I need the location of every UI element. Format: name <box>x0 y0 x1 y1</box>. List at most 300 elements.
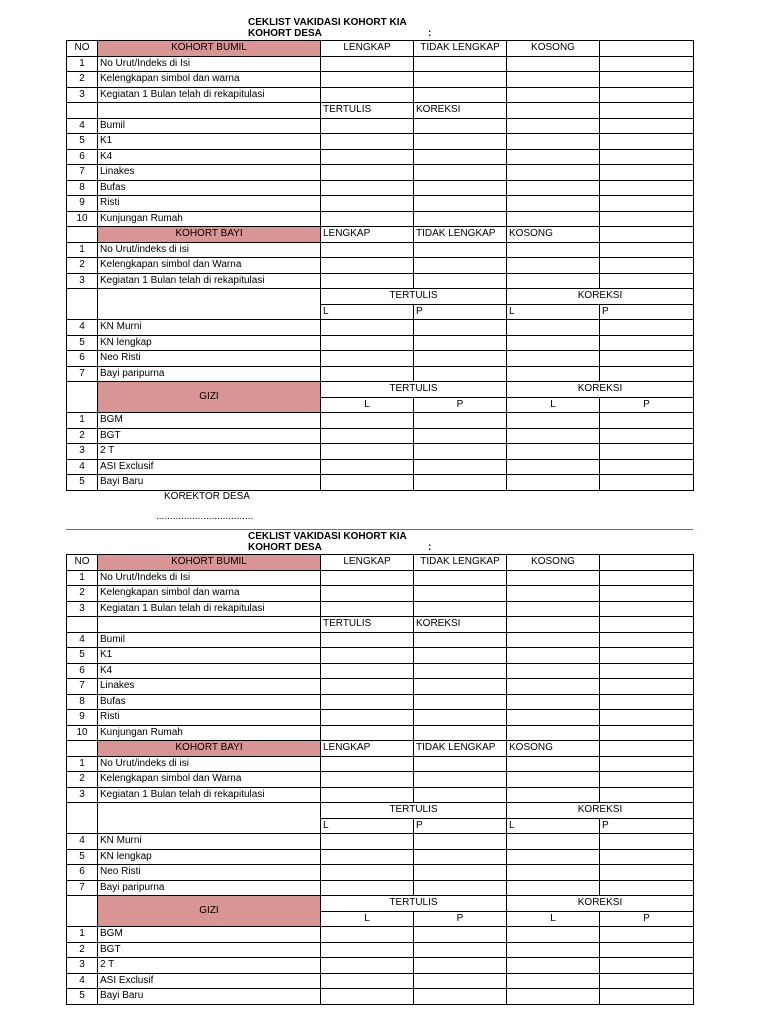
table-row <box>67 475 694 491</box>
subtitle-colon: : <box>428 542 432 553</box>
col-header-tidak-lengkap: TIDAK LENGKAP <box>414 555 507 571</box>
empty-cell <box>507 694 600 710</box>
empty-cell <box>321 648 414 664</box>
empty-cell <box>600 134 694 150</box>
empty-cell <box>507 679 600 695</box>
item-label: BGT <box>98 942 321 958</box>
empty-cell <box>507 72 600 88</box>
subheader-l: L <box>507 818 600 834</box>
signature-line: ................................... <box>156 510 254 522</box>
empty-cell <box>321 413 414 429</box>
empty-cell <box>507 273 600 289</box>
empty-cell <box>321 366 414 382</box>
empty-cell <box>600 475 694 491</box>
empty-cell <box>321 942 414 958</box>
empty-cell <box>414 196 507 212</box>
item-label: Kelengkapan simbol dan Warna <box>98 772 321 788</box>
item-label: BGM <box>98 413 321 429</box>
empty-cell <box>67 741 98 757</box>
item-label: Bufas <box>98 694 321 710</box>
empty-cell <box>414 273 507 289</box>
empty-cell <box>600 351 694 367</box>
empty-cell <box>600 335 694 351</box>
empty-cell <box>414 679 507 695</box>
empty-cell <box>67 382 98 413</box>
col-header-kosong: KOSONG <box>507 555 600 571</box>
subheader-l: L <box>507 911 600 927</box>
col-header-tidak-lengkap: TIDAK LENGKAP <box>414 41 507 57</box>
empty-cell <box>67 289 98 320</box>
item-label: KN Murni <box>98 834 321 850</box>
item-number: 7 <box>67 679 98 695</box>
checklist-table <box>66 554 694 1005</box>
subheader-tertulis: TERTULIS <box>321 896 507 912</box>
table-row <box>67 772 694 788</box>
section-header-kohort-bumil: KOHORT BUMIL <box>98 41 321 57</box>
empty-cell <box>414 335 507 351</box>
empty-cell <box>600 570 694 586</box>
empty-cell <box>600 787 694 803</box>
item-number: 3 <box>67 444 98 460</box>
item-label: Bumil <box>98 118 321 134</box>
empty-cell <box>600 880 694 896</box>
item-number: 5 <box>67 134 98 150</box>
empty-cell <box>414 880 507 896</box>
empty-cell <box>507 942 600 958</box>
subheader-l: L <box>507 304 600 320</box>
subheader-p: P <box>414 911 507 927</box>
table-row <box>67 679 694 695</box>
empty-cell <box>600 320 694 336</box>
item-number: 2 <box>67 586 98 602</box>
empty-cell <box>414 351 507 367</box>
empty-cell <box>600 834 694 850</box>
empty-cell <box>321 320 414 336</box>
table-row <box>67 942 694 958</box>
table-row <box>67 180 694 196</box>
item-label: Neo Risti <box>98 865 321 881</box>
section-header-row <box>67 227 694 243</box>
empty-cell <box>321 632 414 648</box>
empty-cell <box>414 87 507 103</box>
empty-cell <box>321 459 414 475</box>
empty-cell <box>414 663 507 679</box>
table-row <box>67 56 694 72</box>
item-number: 4 <box>67 459 98 475</box>
subheader-tertulis: TERTULIS <box>321 803 507 819</box>
empty-cell <box>414 118 507 134</box>
empty-cell <box>600 118 694 134</box>
table-row <box>67 880 694 896</box>
empty-cell <box>414 601 507 617</box>
item-number: 7 <box>67 165 98 181</box>
empty-cell <box>507 366 600 382</box>
empty-cell <box>507 617 600 633</box>
subheader-p: P <box>414 397 507 413</box>
table-row <box>67 320 694 336</box>
empty-cell <box>507 834 600 850</box>
item-label: Kegiatan 1 Bulan telah di rekapitulasi <box>98 87 321 103</box>
item-number: 3 <box>67 958 98 974</box>
page-title: CEKLIST VAKIDASI KOHORT KIA <box>248 531 407 542</box>
empty-cell <box>507 180 600 196</box>
empty-cell <box>507 118 600 134</box>
empty-cell <box>507 973 600 989</box>
empty-cell <box>507 586 600 602</box>
empty-cell <box>600 72 694 88</box>
empty-cell <box>600 444 694 460</box>
empty-cell <box>414 989 507 1005</box>
empty-cell <box>600 989 694 1005</box>
empty-cell <box>507 648 600 664</box>
item-number: 1 <box>67 756 98 772</box>
empty-cell <box>321 756 414 772</box>
empty-cell <box>414 428 507 444</box>
empty-cell <box>414 56 507 72</box>
empty-cell <box>321 725 414 741</box>
col-header-lengkap: LENGKAP <box>321 227 414 243</box>
item-number: 3 <box>67 87 98 103</box>
table-row <box>67 242 694 258</box>
empty-cell <box>507 601 600 617</box>
empty-cell <box>507 927 600 943</box>
empty-cell <box>600 56 694 72</box>
empty-cell <box>414 849 507 865</box>
item-label: BGT <box>98 428 321 444</box>
empty-cell <box>414 942 507 958</box>
item-label: K1 <box>98 134 321 150</box>
empty-cell <box>414 787 507 803</box>
empty-cell <box>414 648 507 664</box>
table-row <box>67 273 694 289</box>
table-row <box>67 87 694 103</box>
empty-cell <box>600 165 694 181</box>
subheader-l: L <box>321 911 414 927</box>
empty-cell <box>414 149 507 165</box>
empty-cell <box>507 787 600 803</box>
subheader-tertulis: TERTULIS <box>321 103 414 119</box>
empty-cell <box>600 694 694 710</box>
signature-block <box>66 491 693 521</box>
empty-cell <box>321 118 414 134</box>
empty-cell <box>507 242 600 258</box>
empty-cell <box>600 459 694 475</box>
item-label: Risti <box>98 196 321 212</box>
empty-cell <box>414 413 507 429</box>
subheader-row <box>67 382 694 398</box>
empty-cell <box>321 72 414 88</box>
table-row <box>67 413 694 429</box>
header-row <box>67 41 694 57</box>
item-number: 4 <box>67 973 98 989</box>
subheader-p: P <box>600 911 694 927</box>
empty-cell <box>321 880 414 896</box>
table-row <box>67 849 694 865</box>
item-label: K4 <box>98 663 321 679</box>
table-row <box>67 927 694 943</box>
empty-cell <box>414 180 507 196</box>
table-row <box>67 196 694 212</box>
subheader-row <box>67 103 694 119</box>
col-header-tidak-lengkap: TIDAK LENGKAP <box>414 741 507 757</box>
item-number: 4 <box>67 320 98 336</box>
empty-cell <box>507 444 600 460</box>
item-number: 10 <box>67 211 98 227</box>
empty-cell <box>414 72 507 88</box>
table-row <box>67 428 694 444</box>
item-number: 1 <box>67 927 98 943</box>
item-label: No Urut/indeks di isi <box>98 756 321 772</box>
table-row <box>67 787 694 803</box>
empty-cell <box>600 586 694 602</box>
subheader-p: P <box>600 818 694 834</box>
empty-cell <box>600 149 694 165</box>
empty-cell <box>321 351 414 367</box>
item-number: 3 <box>67 273 98 289</box>
empty-cell <box>414 165 507 181</box>
empty-cell <box>414 475 507 491</box>
table-row <box>67 351 694 367</box>
empty-cell <box>414 632 507 648</box>
empty-cell <box>321 242 414 258</box>
empty-cell <box>321 211 414 227</box>
table-row <box>67 586 694 602</box>
empty-cell <box>321 258 414 274</box>
item-number: 5 <box>67 849 98 865</box>
empty-cell <box>321 570 414 586</box>
item-label: K4 <box>98 149 321 165</box>
empty-cell <box>600 211 694 227</box>
subheader-p: P <box>600 397 694 413</box>
empty-cell <box>507 428 600 444</box>
subheader-p: P <box>414 304 507 320</box>
table-row <box>67 258 694 274</box>
empty-cell <box>414 366 507 382</box>
item-label: Bumil <box>98 632 321 648</box>
item-label: Kelengkapan simbol dan Warna <box>98 258 321 274</box>
page-title: CEKLIST VAKIDASI KOHORT KIA <box>248 17 407 28</box>
empty-cell <box>98 617 321 633</box>
item-label: Bayi paripurna <box>98 366 321 382</box>
item-number: 1 <box>67 570 98 586</box>
empty-cell <box>507 211 600 227</box>
item-number: 1 <box>67 56 98 72</box>
item-label: No Urut/indeks di isi <box>98 242 321 258</box>
empty-cell <box>321 273 414 289</box>
col-header-lengkap: LENGKAP <box>321 741 414 757</box>
empty-cell <box>98 103 321 119</box>
item-label: Bayi Baru <box>98 989 321 1005</box>
empty-cell <box>600 87 694 103</box>
item-number: 2 <box>67 428 98 444</box>
page-subtitle: KOHORT DESA <box>248 28 322 39</box>
subheader-l: L <box>321 818 414 834</box>
empty-cell <box>507 880 600 896</box>
item-label: ASI Exclusif <box>98 459 321 475</box>
item-label: Kegiatan 1 Bulan telah di rekapitulasi <box>98 787 321 803</box>
subheader-l: L <box>321 397 414 413</box>
empty-cell <box>507 165 600 181</box>
subheader-row <box>67 617 694 633</box>
empty-cell <box>600 741 694 757</box>
table-row <box>67 973 694 989</box>
empty-cell <box>600 180 694 196</box>
empty-cell <box>414 865 507 881</box>
empty-cell <box>414 772 507 788</box>
empty-cell <box>67 103 98 119</box>
empty-cell <box>321 444 414 460</box>
empty-cell <box>600 617 694 633</box>
empty-cell <box>600 601 694 617</box>
item-number: 5 <box>67 648 98 664</box>
section-header-kohort-bayi: KOHORT BAYI <box>98 227 321 243</box>
table-row <box>67 710 694 726</box>
item-number: 1 <box>67 242 98 258</box>
item-label: Neo Risti <box>98 351 321 367</box>
empty-cell <box>414 958 507 974</box>
empty-cell <box>414 694 507 710</box>
empty-cell <box>321 196 414 212</box>
empty-cell <box>507 320 600 336</box>
empty-cell <box>600 196 694 212</box>
subheader-koreksi: KOREKSI <box>507 289 694 305</box>
item-number: 8 <box>67 694 98 710</box>
empty-cell <box>414 834 507 850</box>
empty-cell <box>600 725 694 741</box>
empty-cell <box>321 958 414 974</box>
table-row <box>67 335 694 351</box>
empty-cell <box>321 849 414 865</box>
item-number: 6 <box>67 149 98 165</box>
item-label: Bufas <box>98 180 321 196</box>
empty-cell <box>321 180 414 196</box>
empty-cell <box>321 973 414 989</box>
item-number: 2 <box>67 942 98 958</box>
empty-cell <box>600 865 694 881</box>
item-number: 4 <box>67 834 98 850</box>
checklist-table <box>66 40 694 491</box>
subheader-koreksi: KOREKSI <box>414 103 507 119</box>
subheader-tertulis: TERTULIS <box>321 382 507 398</box>
empty-cell <box>321 475 414 491</box>
item-number: 1 <box>67 413 98 429</box>
sheet-title-block <box>66 16 693 40</box>
item-label: Kegiatan 1 Bulan telah di rekapitulasi <box>98 273 321 289</box>
empty-cell <box>600 555 694 571</box>
table-row <box>67 211 694 227</box>
section-header-gizi: GIZI <box>98 896 321 927</box>
empty-cell <box>507 149 600 165</box>
item-label: Linakes <box>98 679 321 695</box>
table-row <box>67 632 694 648</box>
empty-cell <box>414 973 507 989</box>
empty-cell <box>507 570 600 586</box>
item-number: 4 <box>67 632 98 648</box>
item-label: KN lengkap <box>98 335 321 351</box>
empty-cell <box>414 570 507 586</box>
section-header-kohort-bayi: KOHORT BAYI <box>98 741 321 757</box>
empty-cell <box>321 772 414 788</box>
empty-cell <box>67 803 98 834</box>
checklist-sheet-2 <box>66 530 693 1005</box>
table-row <box>67 72 694 88</box>
empty-cell <box>600 942 694 958</box>
subheader-tertulis: TERTULIS <box>321 289 507 305</box>
empty-cell <box>600 756 694 772</box>
subheader-row <box>67 896 694 912</box>
table-row <box>67 459 694 475</box>
item-label: KN Murni <box>98 320 321 336</box>
empty-cell <box>321 165 414 181</box>
table-row <box>67 756 694 772</box>
item-number: 7 <box>67 880 98 896</box>
korektor-label: KOREKTOR DESA <box>164 490 250 502</box>
col-header-lengkap: LENGKAP <box>321 555 414 571</box>
subheader-koreksi: KOREKSI <box>414 617 507 633</box>
empty-cell <box>600 679 694 695</box>
item-label: ASI Exclusif <box>98 973 321 989</box>
empty-cell <box>600 663 694 679</box>
section-header-kohort-bumil: KOHORT BUMIL <box>98 555 321 571</box>
subheader-p: P <box>600 304 694 320</box>
empty-cell <box>507 351 600 367</box>
empty-cell <box>414 211 507 227</box>
table-row <box>67 165 694 181</box>
empty-cell <box>414 242 507 258</box>
empty-cell <box>98 803 321 834</box>
subheader-koreksi: KOREKSI <box>507 382 694 398</box>
empty-cell <box>321 989 414 1005</box>
item-number: 5 <box>67 989 98 1005</box>
col-header-kosong: KOSONG <box>507 41 600 57</box>
item-label: Bayi Baru <box>98 475 321 491</box>
empty-cell <box>414 134 507 150</box>
empty-cell <box>507 258 600 274</box>
item-label: Kegiatan 1 Bulan telah di rekapitulasi <box>98 601 321 617</box>
table-row <box>67 725 694 741</box>
empty-cell <box>600 927 694 943</box>
item-number: 10 <box>67 725 98 741</box>
empty-cell <box>507 632 600 648</box>
item-number: 9 <box>67 710 98 726</box>
item-label: No Urut/Indeks di Isi <box>98 56 321 72</box>
item-label: Kunjungan Rumah <box>98 211 321 227</box>
table-row <box>67 694 694 710</box>
empty-cell <box>67 896 98 927</box>
empty-cell <box>600 632 694 648</box>
empty-cell <box>600 648 694 664</box>
item-number: 6 <box>67 663 98 679</box>
table-row <box>67 648 694 664</box>
empty-cell <box>321 87 414 103</box>
table-row <box>67 118 694 134</box>
empty-cell <box>321 710 414 726</box>
subheader-koreksi: KOREKSI <box>507 803 694 819</box>
item-number: 6 <box>67 351 98 367</box>
item-label: 2 T <box>98 444 321 460</box>
table-row <box>67 601 694 617</box>
item-number: 2 <box>67 72 98 88</box>
empty-cell <box>600 41 694 57</box>
empty-cell <box>414 459 507 475</box>
section-header-row <box>67 741 694 757</box>
empty-cell <box>414 725 507 741</box>
empty-cell <box>507 335 600 351</box>
empty-cell <box>507 413 600 429</box>
item-number: 7 <box>67 366 98 382</box>
empty-cell <box>67 617 98 633</box>
empty-cell <box>507 772 600 788</box>
